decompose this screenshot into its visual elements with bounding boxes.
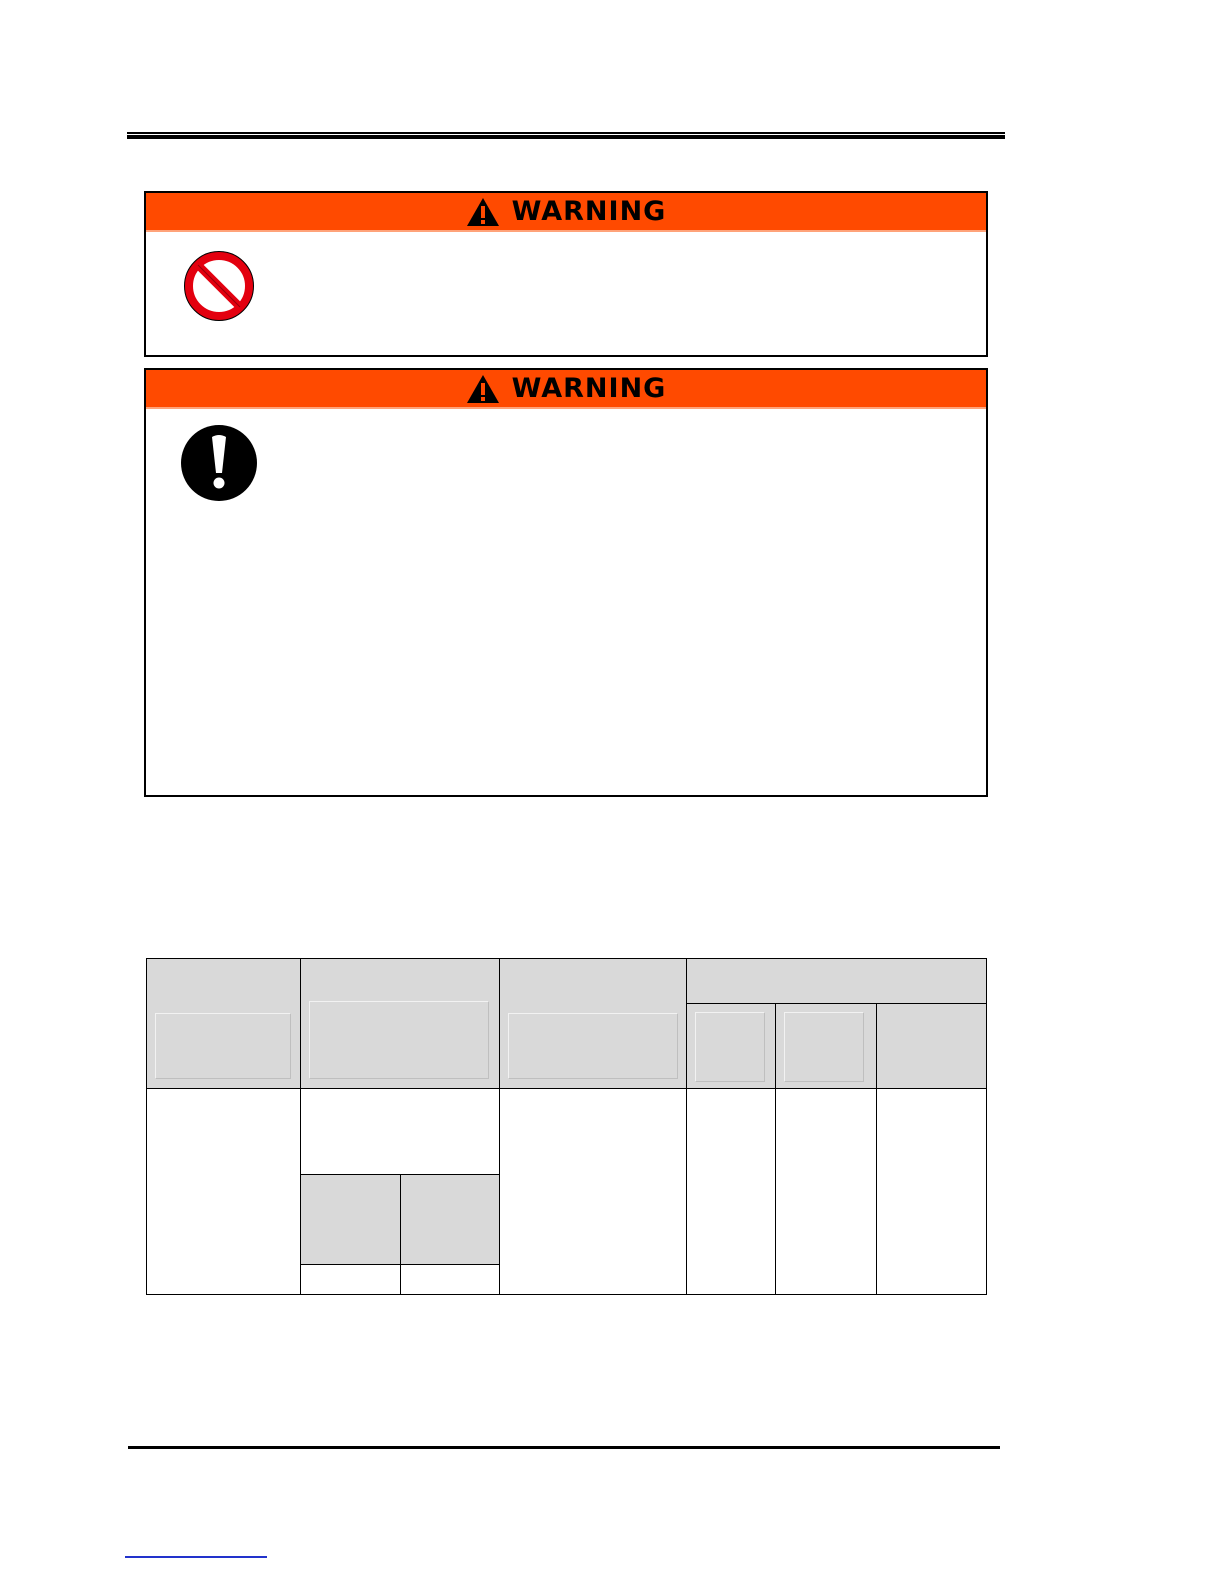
table-header-subcell [686, 1003, 776, 1089]
footer-link-underline[interactable] [125, 1556, 267, 1558]
table-header-cell [300, 958, 500, 1089]
spec-table [146, 958, 987, 1295]
table-header-group-cell [686, 958, 987, 1004]
table-header-subcell [775, 1003, 877, 1089]
table-cell [400, 1264, 500, 1295]
footer-rule [128, 1446, 1000, 1449]
header-rule [127, 132, 1005, 139]
table-cell [300, 1264, 401, 1295]
warning-box-mandatory [144, 368, 988, 797]
table-cell [876, 1088, 987, 1295]
table-cell [686, 1088, 776, 1295]
warning-triangle-icon [466, 197, 500, 227]
warning-header [146, 370, 986, 409]
warning-box-prohibition [144, 191, 988, 357]
table-header-cell [146, 958, 301, 1089]
table-cell [499, 1088, 687, 1295]
table-header-cell [499, 958, 687, 1089]
table-cell [775, 1088, 877, 1295]
table-subheader-cell [300, 1174, 401, 1265]
table-header-subcell [876, 1003, 987, 1089]
prohibition-icon [179, 246, 259, 326]
mandatory-exclamation-icon [179, 423, 259, 503]
warning-label: WARNING [511, 373, 667, 404]
table-cell [146, 1088, 301, 1295]
warning-header [146, 193, 986, 232]
table-cell [300, 1088, 500, 1175]
warning-label: WARNING [511, 196, 667, 227]
table-subheader-cell [400, 1174, 500, 1265]
warning-triangle-icon [466, 374, 500, 404]
